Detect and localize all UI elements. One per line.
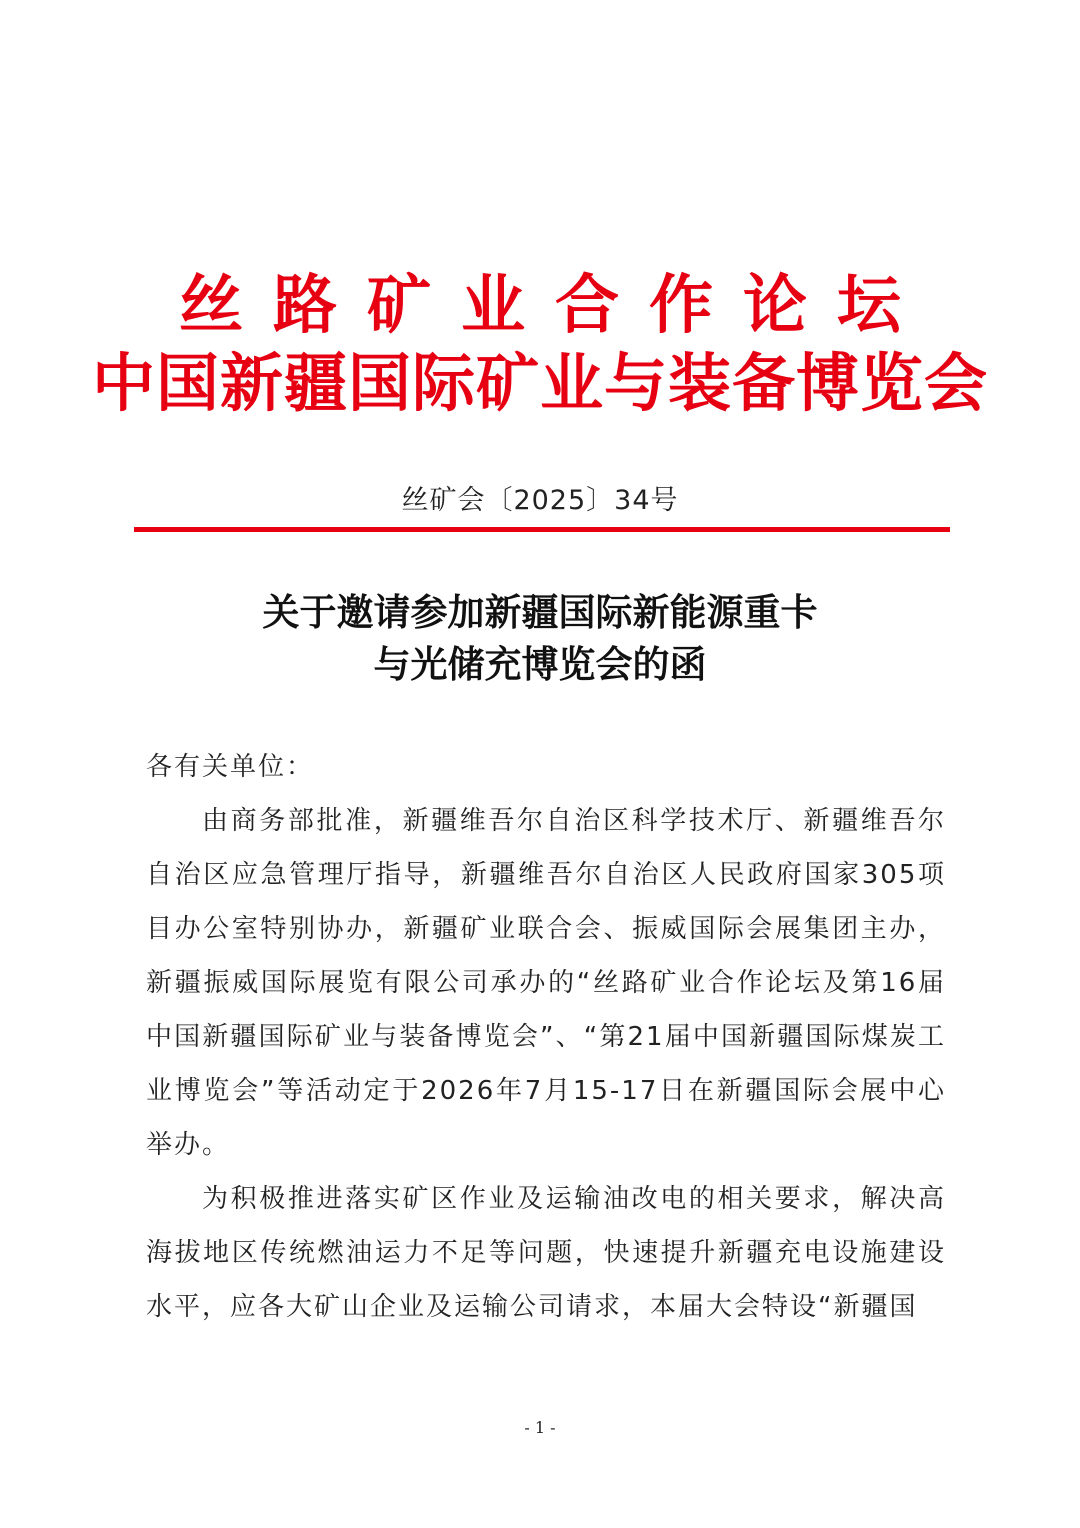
body-paragraph-2: 为积极推进落实矿区作业及运输油改电的相关要求，解决高海拔地区传统燃油运力不足等问题，快速提升新疆充电设施建设水平，应各大矿山企业及运输公司请求，本届大会特设“新疆国: [146, 1184, 946, 1322]
document-title-line-1: 关于邀请参加新疆国际新能源重卡: [262, 590, 818, 634]
document-title-line-2: 与光储充博览会的函: [373, 642, 707, 686]
letterhead-line-1: 丝路矿业合作论坛: [179, 268, 931, 343]
document-title: [0, 586, 1080, 690]
page-number: - 1 -: [524, 1418, 556, 1437]
letterhead-line-2: 中国新疆国际矿业与装备博览会: [92, 346, 988, 420]
salutation: 各有关单位：: [146, 752, 315, 782]
body-paragraph-1: 由商务部批准，新疆维吾尔自治区科学技术厅、新疆维吾尔自治区应急管理厅指导，新疆维吾尔自治区人民政府国家305项目办公室特别协办，新疆矿业联合会、振威国际会展集团主办，新疆振威国际展览有限公司承办的“丝路矿业合作论坛及第16届中国新疆国际矿业与装备博览会”、“第21届中国新疆国际煤炭工业博览会”等活动定于2026年7月15-17日在新疆国际会展中心举办。: [146, 806, 946, 1160]
red-divider-line: [134, 527, 950, 532]
document-number: 丝矿会〔2025〕34号: [401, 485, 679, 516]
